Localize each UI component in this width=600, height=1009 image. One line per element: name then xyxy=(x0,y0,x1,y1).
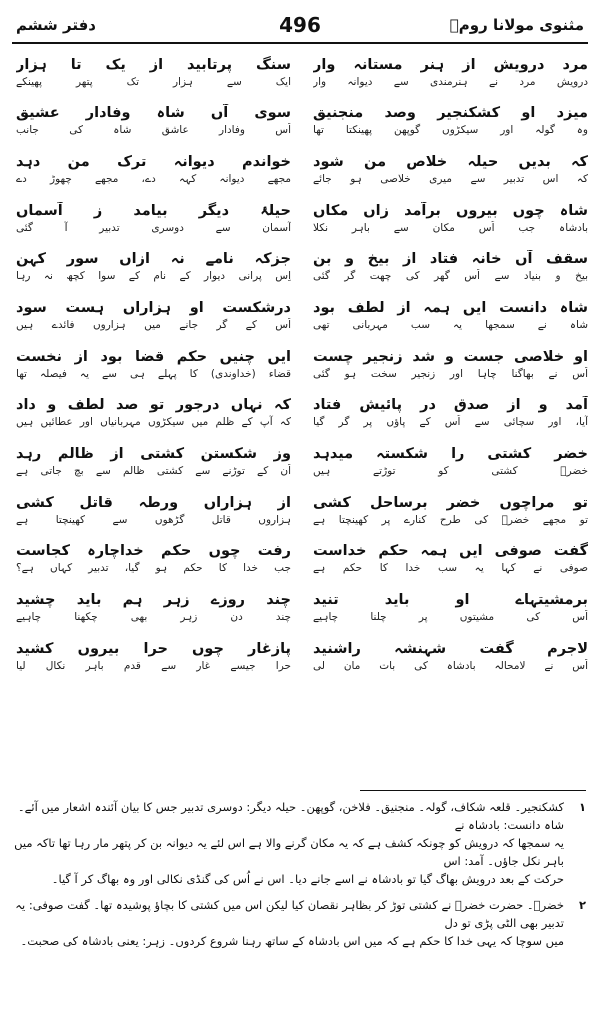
verse-translation: ہزاروں قاتل گڑھوں سے کھینچتا ہے xyxy=(16,513,291,526)
verse-9-right-hemistich xyxy=(313,437,588,486)
verse-text: حیلۂ دیگر بیامد ز آسماں xyxy=(16,202,291,219)
verse-text: پازغار چوں حرا بیروں کشید xyxy=(16,640,291,657)
verse-2-right-hemistich xyxy=(313,97,588,146)
verse-12-left-hemistich xyxy=(16,583,291,632)
verse-text: جزکہ نامے نہ ازاں سور کہن xyxy=(16,251,291,268)
footnote xyxy=(14,896,586,950)
verse-text: سقف آں خانہ فتاد از بیخ و بن xyxy=(313,251,588,268)
verse-4-right-hemistich xyxy=(313,194,588,243)
verse-3-left-hemistich xyxy=(16,145,291,194)
verse-6-left-hemistich xyxy=(16,291,291,340)
verse-text: رفت چوں حکم خداچارہ کجاست xyxy=(16,543,291,560)
verse-11-left-hemistich xyxy=(16,535,291,584)
verse-translation: درویش مرد نے ہنرمندی سے دیوانہ وار xyxy=(313,75,588,88)
verse-12-right-hemistich xyxy=(313,583,588,632)
verse-6-right-hemistich xyxy=(313,291,588,340)
verse-1-left-hemistich xyxy=(16,48,291,97)
verse-translation: مجھے دیوانہ کہہ دے، مجھے چھوڑ دے xyxy=(16,173,291,186)
verse-8-right-hemistich xyxy=(313,389,588,438)
verse-text: سوی آں شاہ وفادار عشیق xyxy=(16,105,291,122)
verse-translation: اُس کی مشیتوں پر چلنا چاہیے xyxy=(313,611,588,624)
verse-translation: اُس نے لامحالہ بادشاہ کی بات مان لی xyxy=(313,659,588,672)
verse-translation: کہ اس تدبیر سے میری خلاصی ہو جائے xyxy=(313,173,588,186)
footnote-number: ۱ xyxy=(578,800,586,814)
verse-text: چند روزے زہر ہم باید چشید xyxy=(16,592,291,609)
verse-10-left-hemistich xyxy=(16,486,291,535)
verse-translation: اُس کے گر جانے میں ہزاروں فائدے ہیں xyxy=(16,319,291,332)
verse-text: آمد و از صدق در پائیش فتاد xyxy=(313,397,588,414)
verse-text: درشکست او ہزاراں ہست سود xyxy=(16,300,291,317)
verse-text: شاہ دانست ایں ہمہ از لطف بود xyxy=(313,300,588,317)
verse-translation: اُن کے توڑنے سے کشتی ظالم سے بچ جاتی ہے xyxy=(16,465,291,478)
verse-translation: اِس پرانی دیوار کے نام کے سوا کچھ نہ رہا xyxy=(16,270,291,283)
verse-text: سنگ پرتابید از یک تا ہزار xyxy=(16,56,291,73)
verse-translation: آسمان سے دوسری تدبیر آ گئی xyxy=(16,221,291,234)
page-header xyxy=(12,8,588,44)
verse-translation: بیخ و بنیاد سے اُس گھر کی چھت گر گئی xyxy=(313,270,588,283)
footnote-line: حرکت کے بعد درویش بھاگ گیا تو بادشاہ نے اسے جانے دیا۔ اس نے اُس کی گنڈی نکالی اور وہ بھاگ کر آ گیا۔ xyxy=(51,872,564,886)
verse-translation: بادشاہ جب اُس مکان سے باہر نکلا xyxy=(313,221,588,234)
verse-13-left-hemistich xyxy=(16,632,291,681)
footnote-rule xyxy=(360,790,586,791)
verse-translation: اُس نے بھاگنا چاہا اور زنجیر سخت ہو گئی xyxy=(313,367,588,380)
footnote-line: میں سوچا کہ یہی خدا کا حکم ہے کہ میں اس بادشاہ کے ساتھ رہنا شروع کردوں۔ زہر: یعنی بادشاہ کی صحبت۔ xyxy=(20,934,564,948)
verse-text: کہ نہاں درجور تو صد لطف و داد xyxy=(16,397,291,414)
footnote-line: خضرؑ۔ حضرت خضرؑ نے کشتی توڑ کر بظاہر نقصان کیا لیکن اس میں کشتی کا بچاؤ پوشیدہ تھا۔ گفت صوفی: یہ تدبیر بھی الٹی پڑی تو دل xyxy=(15,898,564,930)
verse-translation: قضاء (خداوندی) کا پہلے ہی سے یہ فیصلہ تھا xyxy=(16,367,291,380)
verse-text: میزد او کشکنجیر وصد منجنیق xyxy=(313,105,588,122)
verse-text: گفت صوفی ایں ہمہ حکم خداست xyxy=(313,543,588,560)
verse-translation: اُس وفادار عاشق شاہ کی جانب xyxy=(16,124,291,137)
verse-text: لاجرم گفت شہنشہ راشنید xyxy=(313,640,588,657)
verse-5-right-hemistich xyxy=(313,243,588,292)
verse-text: ایں چنیں حکم قضا بود از نخست xyxy=(16,348,291,365)
footnote-number: ۲ xyxy=(578,898,586,912)
verse-11-right-hemistich xyxy=(313,535,588,584)
verse-translation: وہ گولہ اور سیکڑوں گوپھن پھینکتا تھا xyxy=(313,124,588,137)
verse-2-left-hemistich xyxy=(16,97,291,146)
footnote-text xyxy=(14,798,564,888)
verse-text: خضر کشتی را شکستہ میدہد xyxy=(313,446,588,463)
verse-translation: جب خدا کا حکم ہو گیا، تدبیر کہاں ہے؟ xyxy=(16,562,291,575)
verse-text: شاہ چوں بیروں برآمد زاں مکاں xyxy=(313,202,588,219)
page-number: 496 xyxy=(279,13,321,37)
verse-10-right-hemistich xyxy=(313,486,588,535)
footnote-text xyxy=(14,896,564,950)
footnotes xyxy=(14,798,586,989)
verse-text: از ہزاراں ورطہ قاتل کشی xyxy=(16,494,291,511)
verse-8-left-hemistich xyxy=(16,389,291,438)
verse-translation: خضرؑ کشتی کو توڑتے ہیں xyxy=(313,465,588,478)
verse-translation: ایک سے ہزار تک پتھر پھینکے xyxy=(16,75,291,88)
verse-13-right-hemistich xyxy=(313,632,588,681)
verse-translation: صوفی نے کہا یہ سب خدا کا حکم ہے xyxy=(313,562,588,575)
verse-text: او خلاصی جست و شد زنجیر چست xyxy=(313,348,588,365)
verse-translation: کہ آپ کے ظلم میں سیکڑوں مہربانیاں اور عطائیں ہیں xyxy=(16,416,291,429)
verse-7-left-hemistich xyxy=(16,340,291,389)
verse-translation: حرا جیسے غار سے قدم باہر نکال لیا xyxy=(16,659,291,672)
footnote xyxy=(14,798,586,888)
verse-text: برمشیتہاے او باید تنید xyxy=(313,592,588,609)
verse-text: مرد درویش از ہنر مستانہ وار xyxy=(313,56,588,73)
verse-text: وز شکستن کشتی از ظالم رہد xyxy=(16,446,291,463)
verse-translation: تو مجھے خضرؑ کی طرح کنارے پر کھینچتا ہے xyxy=(313,513,588,526)
verse-translation: شاہ نے سمجھا یہ سب مہربانی تھی xyxy=(313,319,588,332)
verse-4-left-hemistich xyxy=(16,194,291,243)
volume-label: دفتر ششم xyxy=(16,16,96,34)
verse-text: تو مراچوں خضر برساحل کشی xyxy=(313,494,588,511)
verse-grid xyxy=(16,48,588,778)
verse-3-right-hemistich xyxy=(313,145,588,194)
verse-5-left-hemistich xyxy=(16,243,291,292)
verse-text: کہ بدیں حیلہ خلاص من شود xyxy=(313,154,588,171)
footnote-line: یہ سمجھا کہ درویش کو چونکہ کشف ہے کہ یہ مکان گرنے والا ہے اس لئے یہ دیوانہ بن کر پتھر مار رہا تھا تاکہ میں باہر نکل جاؤں۔ آمد: اس xyxy=(14,836,564,868)
verse-text: خواندم دیوانہ ترک من دہد xyxy=(16,154,291,171)
footnote-line: کشکنجیر۔ قلعہ شکاف، گولہ۔ منجنیق۔ فلاخن، گوپھن۔ حیلہ دیگر: دوسری تدبیر جس کا بیان آئندہ اشعار میں آئے۔ شاہ دانست: بادشاہ نے xyxy=(17,800,564,832)
verse-1-right-hemistich xyxy=(313,48,588,97)
verse-translation: آیا، اور سچائی سے اُس کے پاؤں پر گر گیا xyxy=(313,416,588,429)
verse-7-right-hemistich xyxy=(313,340,588,389)
verse-translation: چند دن زہر بھی چکھنا چاہیے xyxy=(16,611,291,624)
book-title: مثنوی مولانا رومؒ xyxy=(449,16,584,34)
verse-9-left-hemistich xyxy=(16,437,291,486)
